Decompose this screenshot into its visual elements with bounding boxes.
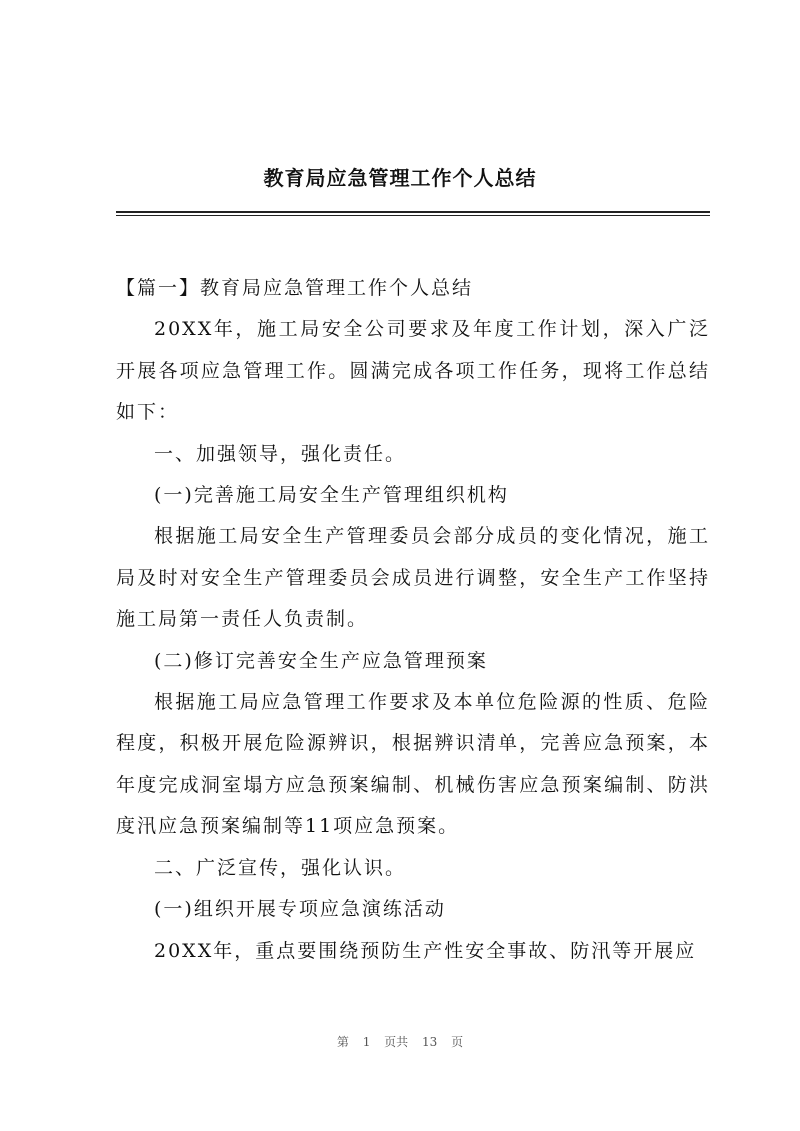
footer-page-label: 第 [336, 1035, 349, 1049]
document-title: 教育局应急管理工作个人总结 [263, 166, 537, 190]
paragraph: 根据施工局应急管理工作要求及本单位危险源的性质、危险程度，积极开展危险源辨识，根据辨识清单，完善应急预案，本年度完成洞室塌方应急预案编制、机械伤害应急预案编制、防洪度汛应急预案编制等11项应急预案。 [116, 691, 710, 838]
paragraph: (二)修订完善安全生产应急管理预案 [154, 649, 488, 672]
paragraph: (一)组织开展专项应急演练活动 [154, 898, 446, 921]
paragraph: 根据施工局安全生产管理委员会部分成员的变化情况，施工局及时对安全生产管理委员会成员进行调整，安全生产工作坚持施工局第一责任人负责制。 [116, 525, 710, 631]
footer-total-pages: 13 [422, 1035, 438, 1049]
paragraph: 一、加强领导，强化责任。 [154, 442, 407, 465]
footer-page-of-label: 页共 [384, 1035, 409, 1049]
paragraph: 20XX年，施工局安全公司要求及年度工作计划，深入广泛开展各项应急管理工作。圆满完成各项工作任务，现将工作总结如下： [116, 318, 710, 424]
section-heading: 【篇一】教育局应急管理工作个人总结 [116, 277, 474, 299]
footer-page-suffix: 页 [451, 1035, 464, 1049]
document-body [116, 268, 710, 972]
footer-page-number: 1 [362, 1035, 371, 1049]
page-footer [0, 1033, 800, 1050]
paragraph: 二、广泛宣传，强化认识。 [154, 856, 407, 879]
title-divider [116, 211, 710, 216]
paragraph: (一)完善施工局安全生产管理组织机构 [154, 484, 509, 507]
paragraph: 20XX年，重点要围绕预防生产性安全事故、防汛等开展应 [154, 939, 697, 962]
